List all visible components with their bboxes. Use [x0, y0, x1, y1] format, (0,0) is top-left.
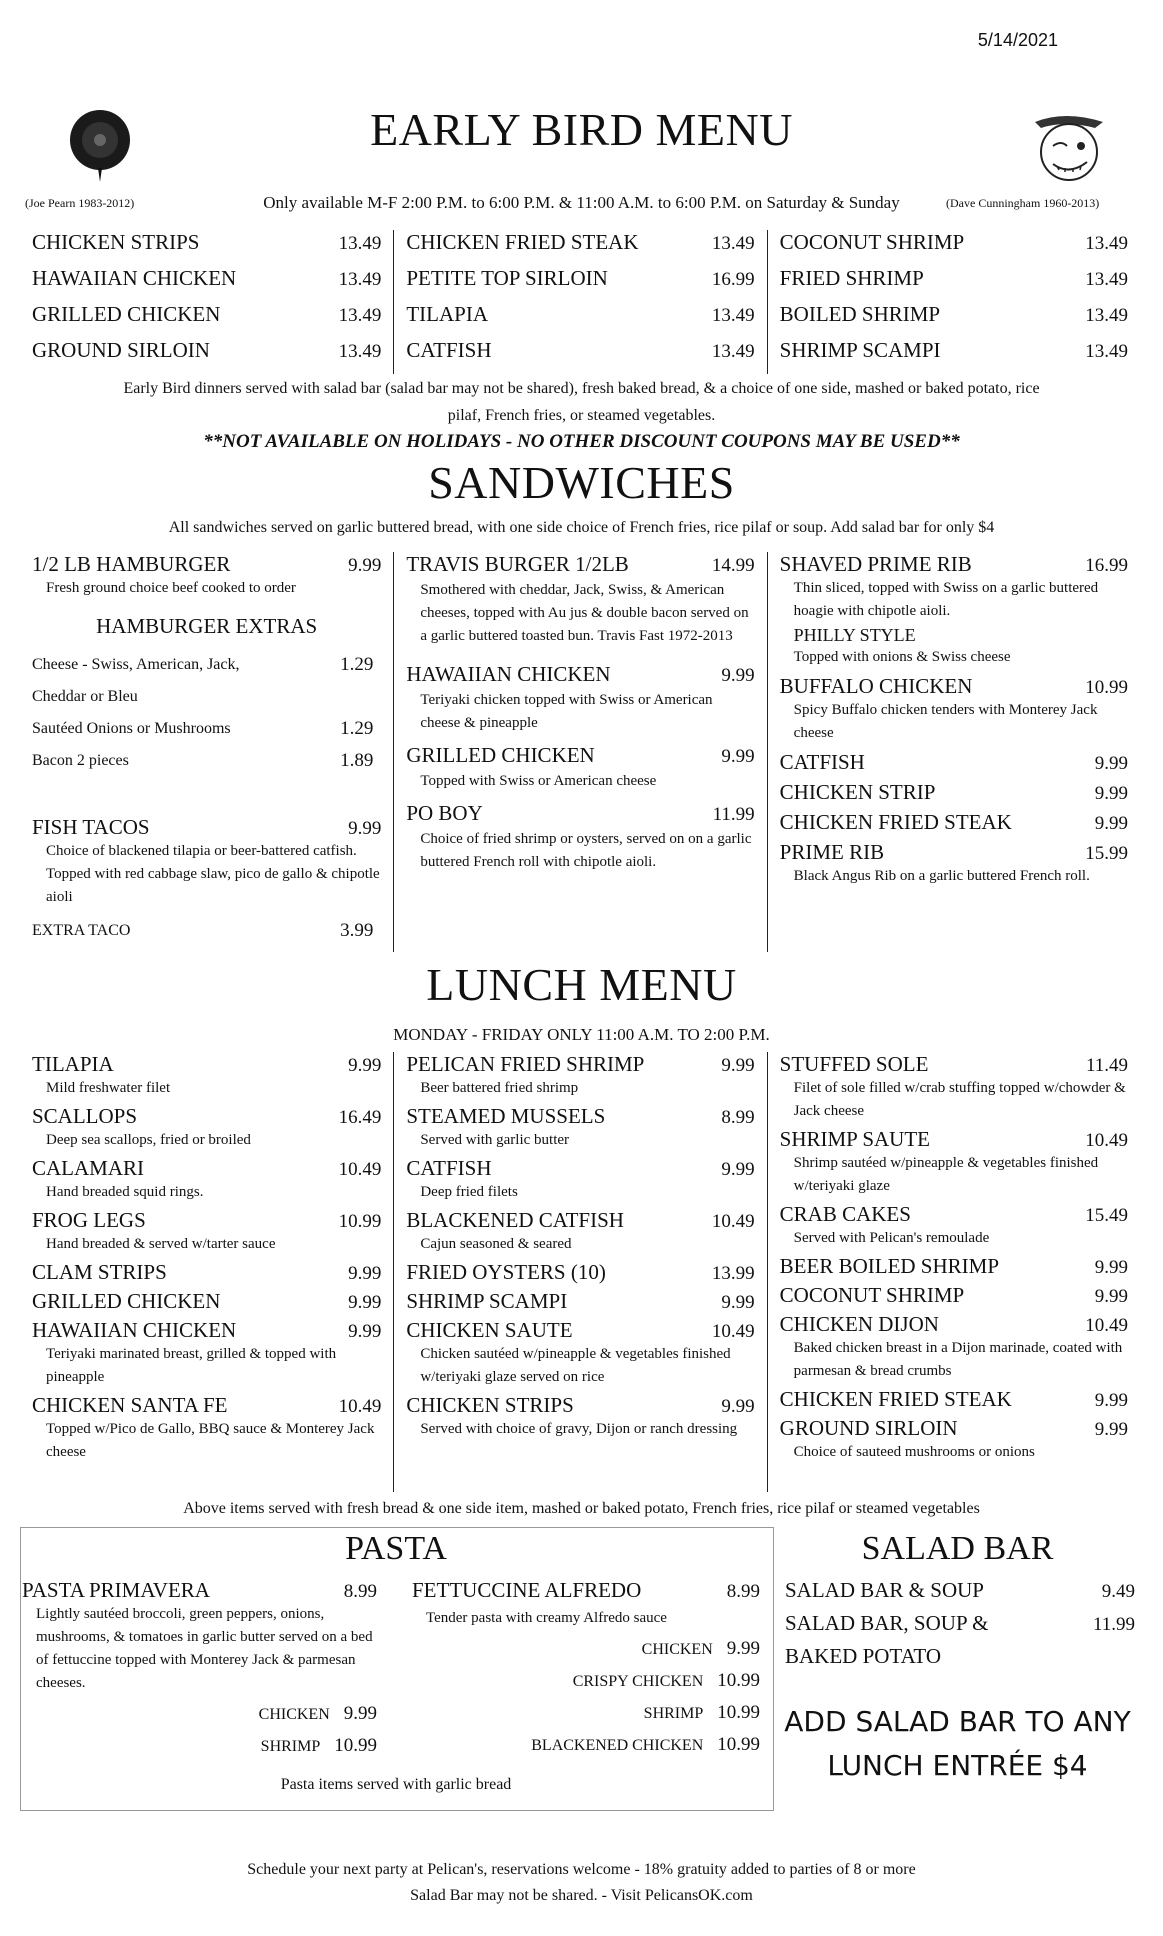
item-description: Spicy Buffalo chicken tenders with Monterey Jack cheese — [793, 702, 1098, 741]
item-name: SHRIMP SCAMPI — [406, 1289, 568, 1313]
menu-item — [406, 662, 754, 687]
item-name: SALAD BAR & SOUP — [785, 1578, 984, 1602]
item-description: Lightly sautéed broccoli, green peppers, onions, mushrooms, & tomatoes in garlic butter served on a bed of fettuccine topped with Monterey Jack & parmesan cheeses. — [36, 1606, 373, 1691]
item-name: CHICKEN SANTA FE — [32, 1393, 228, 1417]
item-price: 9.99 — [721, 746, 755, 767]
pasta-addon — [22, 1703, 377, 1735]
menu-item — [32, 230, 381, 266]
item-name: CHICKEN DIJON — [779, 1312, 939, 1336]
memorial-left-text: (Joe Pearn 1983-2012) — [25, 196, 135, 210]
item-description: Topped with Swiss or American cheese — [420, 773, 657, 789]
sandwiches-note: All sandwiches served on garlic buttered bread, with one side choice of French fries, rice pilaf or soup. Add salad bar for only $4 — [168, 519, 995, 536]
lunch-subtitle: MONDAY - FRIDAY ONLY 11:00 A.M. TO 2:00 P.M. — [393, 1025, 770, 1044]
item-price: 13.49 — [711, 305, 755, 326]
menu-item — [32, 1260, 381, 1285]
menu-item — [406, 1260, 754, 1285]
item-price: 10.99 — [338, 1211, 382, 1232]
pasta-addon — [22, 1735, 377, 1767]
menu-item — [32, 302, 381, 338]
menu-item — [780, 1416, 1128, 1441]
item-price: 15.99 — [1085, 843, 1128, 864]
holiday-warning: **NOT AVAILABLE ON HOLIDAYS - NO OTHER DISCOUNT COUPONS MAY BE USED** — [203, 431, 960, 452]
item-name: TRAVIS BURGER 1/2LB — [406, 552, 629, 576]
item-price: 9.99 — [721, 665, 755, 686]
menu-item — [406, 302, 754, 338]
item-name: HAWAIIAN CHICKEN — [406, 662, 611, 686]
item-price: 9.49 — [1101, 1581, 1135, 1602]
item-description: Filet of sole filled w/crab stuffing topped w/chowder & Jack cheese — [793, 1080, 1126, 1119]
item-price: 13.49 — [711, 233, 755, 254]
item-description: Cajun seasoned & seared — [420, 1236, 572, 1252]
item-price: 9.99 — [1094, 1390, 1128, 1411]
item-price: 13.49 — [711, 341, 755, 362]
item-price: 8.99 — [343, 1581, 377, 1602]
menu-item — [406, 230, 754, 266]
item-description: Mild freshwater filet — [46, 1080, 171, 1096]
item-name: GROUND SIRLOIN — [32, 338, 210, 362]
menu-item — [780, 1127, 1128, 1152]
item-name: FRIED SHRIMP — [779, 266, 924, 290]
availability-text: Only available M-F 2:00 P.M. to 6:00 P.M. & 11:00 A.M. to 6:00 P.M. on Saturday & Sunday — [263, 193, 900, 212]
menu-item — [406, 1052, 754, 1077]
item-description: Beer battered fried shrimp — [420, 1080, 579, 1096]
early-bird-note-line1: Early Bird dinners served with salad bar (salad bar may not be shared), fresh baked bread, & a choice of one side, mashed or baked potato, rice — [123, 380, 1040, 397]
item-description: Chicken sautéed w/pineapple & vegetables finished w/teriyaki glaze served on rice — [420, 1346, 731, 1385]
item-price: 9.99 — [1094, 783, 1128, 804]
item-name: CATFISH — [406, 1156, 492, 1180]
item-price: 13.49 — [1085, 305, 1128, 326]
item-price: 13.49 — [338, 305, 382, 326]
hamburger-extra — [32, 745, 381, 777]
addon-name: CRISPY CHICKEN — [572, 1673, 704, 1690]
salad-bar-promo — [775, 1700, 1140, 1788]
footer-line1: Schedule your next party at Pelican's, reservations welcome - 18% gratuity added to parties of 8 or more — [247, 1861, 916, 1878]
item-name: CHICKEN STRIPS — [406, 1393, 574, 1417]
item-name: BEER BOILED SHRIMP — [779, 1254, 1000, 1278]
item-price: 10.49 — [338, 1159, 382, 1180]
menu-item — [780, 1312, 1128, 1337]
addon-price: 10.99 — [717, 1734, 760, 1755]
pasta-alfredo — [400, 1578, 760, 1766]
salad-bar-promo-line1: ADD SALAD BAR TO ANY — [784, 1705, 1131, 1738]
item-name: HAWAIIAN CHICKEN — [32, 1318, 237, 1342]
item-name: COCONUT SHRIMP — [779, 230, 965, 254]
item-price: 9.99 — [721, 1159, 755, 1180]
menu-date: 5/14/2021 — [977, 30, 1058, 50]
item-name: SCALLOPS — [32, 1104, 138, 1128]
menu-item — [32, 1156, 381, 1181]
item-name: EXTRA TACO — [32, 922, 131, 939]
item-price: 16.99 — [1085, 555, 1128, 576]
menu-item — [780, 552, 1128, 577]
item-name: GROUND SIRLOIN — [779, 1416, 958, 1440]
menu-item — [780, 780, 1128, 805]
item-name: BUFFALO CHICKEN — [779, 674, 973, 698]
item-price: 9.99 — [348, 1055, 382, 1076]
item-description: Hand breaded & served w/tarter sauce — [46, 1236, 276, 1252]
menu-item — [406, 1156, 754, 1181]
item-description: Served with choice of gravy, Dijon or ranch dressing — [420, 1421, 738, 1437]
item-name: PETITE TOP SIRLOIN — [406, 266, 608, 290]
menu-item — [32, 1289, 381, 1314]
item-price: 10.99 — [1085, 677, 1128, 698]
addon-price: 9.99 — [343, 1703, 377, 1724]
menu-item — [32, 552, 381, 577]
extra-name: Cheddar or Bleu — [32, 688, 138, 705]
item-name: FRIED OYSTERS (10) — [406, 1260, 606, 1284]
menu-item — [780, 1052, 1128, 1077]
item-name: BOILED SHRIMP — [779, 302, 941, 326]
menu-item — [785, 1578, 1135, 1611]
item-price: 8.99 — [726, 1581, 760, 1602]
item-price: 9.99 — [1094, 1419, 1128, 1440]
item-description: Tender pasta with creamy Alfredo sauce — [426, 1610, 667, 1626]
item-price: 9.99 — [1094, 1257, 1128, 1278]
pasta-primavera — [22, 1578, 387, 1767]
hamburger-extra — [32, 681, 381, 713]
sandwich-column-1 — [20, 552, 393, 952]
item-description: Baked chicken breast in a Dijon marinade, coated with parmesan & bread crumbs — [793, 1340, 1123, 1379]
pasta-note: Pasta items served with garlic bread — [280, 1776, 512, 1793]
item-price: 13.49 — [338, 341, 382, 362]
menu-item — [780, 1387, 1128, 1412]
item-price: 13.49 — [1085, 269, 1128, 290]
item-name: FETTUCCINE ALFREDO — [412, 1578, 642, 1602]
item-name: CHICKEN SAUTE — [406, 1318, 573, 1342]
lunch-column-3 — [767, 1052, 1140, 1492]
item-name: CATFISH — [406, 338, 492, 362]
early-bird-availability — [0, 193, 1163, 213]
item-description: Smothered with cheddar, Jack, Swiss, & American cheeses, topped with Au jus & double bacon served on a garlic buttered toasted bun. Travis Fast 1972-2013 — [420, 582, 749, 644]
item-name: CHICKEN STRIP — [779, 780, 936, 804]
item-description: Served with garlic butter — [420, 1132, 570, 1148]
footer — [0, 1857, 1163, 1909]
item-price: 13.49 — [338, 269, 382, 290]
item-description: Served with Pelican's remoulade — [793, 1230, 990, 1246]
item-description: Deep sea scallops, fried or broiled — [46, 1132, 251, 1148]
item-price: 13.99 — [711, 1263, 755, 1284]
early-bird-items — [20, 230, 1140, 374]
early-bird-note — [0, 375, 1163, 429]
item-price: 9.99 — [348, 818, 382, 839]
menu-item — [780, 230, 1128, 266]
item-name: CATFISH — [779, 750, 865, 774]
item-name: CHICKEN STRIPS — [32, 230, 200, 254]
item-name: TILAPIA — [406, 302, 488, 326]
item-price: 13.49 — [1085, 233, 1128, 254]
hamburger-extras-title: HAMBURGER EXTRAS — [96, 614, 318, 638]
menu-item — [400, 1578, 760, 1603]
item-price: 16.99 — [711, 269, 755, 290]
hamburger-extra — [32, 649, 381, 681]
menu-item — [32, 1052, 381, 1077]
early-bird-column-3 — [767, 230, 1140, 374]
menu-item — [780, 266, 1128, 302]
item-description: Thin sliced, topped with Swiss on a garlic buttered hoagie with chipotle aioli. — [793, 580, 1099, 619]
item-name: SHRIMP SCAMPI — [779, 338, 941, 362]
menu-item — [780, 1254, 1128, 1279]
menu-item — [406, 801, 754, 826]
item-description: Choice of blackened tilapia or beer-battered catfish. Topped with red cabbage slaw, pico de gallo & chipotle aioli — [46, 843, 380, 905]
addon-price: 10.99 — [717, 1702, 760, 1723]
item-price: 10.49 — [1085, 1130, 1128, 1151]
early-bird-column-1 — [20, 230, 393, 374]
menu-item — [406, 1104, 754, 1129]
item-name: PASTA PRIMAVERA — [22, 1578, 210, 1602]
item-name: CHICKEN FRIED STEAK — [406, 230, 639, 254]
item-name: PO BOY — [406, 801, 483, 825]
item-name: PHILLY STYLE — [793, 625, 916, 645]
item-name: PRIME RIB — [779, 840, 885, 864]
pasta-addon — [400, 1734, 760, 1766]
early-bird-column-2 — [393, 230, 766, 374]
item-name: CHICKEN FRIED STEAK — [779, 1387, 1012, 1411]
menu-item — [785, 1644, 1135, 1677]
item-price: 9.99 — [721, 1055, 755, 1076]
menu-item — [780, 750, 1128, 775]
menu-item — [32, 1393, 381, 1418]
item-price: 9.99 — [348, 555, 382, 576]
lunch-title: LUNCH MENU — [426, 959, 737, 1010]
item-price: 11.99 — [1092, 1614, 1135, 1635]
extra-name: Cheese - Swiss, American, Jack, — [32, 656, 240, 673]
salad-bar-items — [785, 1578, 1135, 1677]
item-price: 13.49 — [1085, 341, 1128, 362]
item-name: BAKED POTATO — [785, 1644, 942, 1668]
addon-price: 10.99 — [334, 1735, 377, 1756]
item-name: 1/2 LB HAMBURGER — [32, 552, 231, 576]
extra-name: Bacon 2 pieces — [32, 752, 129, 769]
sandwich-column-2 — [393, 552, 766, 952]
menu-item — [780, 840, 1128, 865]
footer-line2: Salad Bar may not be shared. - Visit PelicansOK.com — [410, 1887, 753, 1904]
item-price: 10.49 — [711, 1211, 755, 1232]
item-description: Choice of sauteed mushrooms or onions — [793, 1444, 1035, 1460]
item-name: FROG LEGS — [32, 1208, 146, 1232]
item-name: CLAM STRIPS — [32, 1260, 167, 1284]
menu-item — [780, 1283, 1128, 1308]
item-name: SHRIMP SAUTE — [779, 1127, 930, 1151]
item-price: 13.49 — [338, 233, 382, 254]
item-name: COCONUT SHRIMP — [779, 1283, 965, 1307]
item-price: 11.49 — [1085, 1055, 1128, 1076]
addon-price: 10.99 — [717, 1670, 760, 1691]
menu-item — [22, 1578, 387, 1603]
menu-item — [780, 674, 1128, 699]
item-description: Black Angus Rib on a garlic buttered French roll. — [793, 868, 1090, 884]
item-price: 3.99 — [340, 920, 374, 941]
item-price: 9.99 — [348, 1263, 382, 1284]
pasta-addon — [400, 1670, 760, 1702]
sandwich-column-3 — [767, 552, 1140, 952]
item-price: 14.99 — [711, 555, 755, 576]
lunch-note: Above items served with fresh bread & one side item, mashed or baked potato, French fries, rice pilaf or steamed vegetables — [183, 1500, 980, 1517]
item-name: SHAVED PRIME RIB — [779, 552, 972, 576]
item-name: CHICKEN FRIED STEAK — [779, 810, 1012, 834]
item-price: 10.49 — [711, 1321, 755, 1342]
pasta-title: PASTA — [345, 1530, 447, 1567]
item-description: Fresh ground choice beef cooked to order — [46, 580, 296, 596]
menu-item — [32, 266, 381, 302]
item-name: GRILLED CHICKEN — [32, 302, 221, 326]
item-description: Topped w/Pico de Gallo, BBQ sauce & Monterey Jack cheese — [46, 1421, 375, 1460]
item-price: 10.49 — [1085, 1315, 1128, 1336]
pasta-addon — [400, 1702, 760, 1734]
menu-item — [32, 1104, 381, 1129]
addon-name: CHICKEN — [641, 1641, 713, 1658]
early-bird-note-line2: pilaf, French fries, or steamed vegetables. — [447, 407, 716, 424]
alfredo-addons — [400, 1638, 760, 1766]
item-description: Choice of fried shrimp or oysters, served on on a garlic buttered French roll with chipotle aioli. — [420, 831, 752, 870]
addon-name: CHICKEN — [258, 1706, 330, 1723]
item-name: TILAPIA — [32, 1052, 114, 1076]
primavera-addons — [22, 1703, 387, 1767]
item-price: 11.99 — [712, 804, 755, 825]
menu-item — [406, 1289, 754, 1314]
hamburger-extra — [32, 713, 381, 745]
item-description: Teriyaki chicken topped with Swiss or American cheese & pineapple — [420, 692, 713, 731]
menu-item — [406, 552, 754, 577]
item-description: Topped with onions & Swiss cheese — [793, 649, 1011, 665]
item-description: Deep fried filets — [420, 1184, 518, 1200]
item-price: 9.99 — [1094, 753, 1128, 774]
addon-price: 9.99 — [726, 1638, 760, 1659]
sandwiches-title: SANDWICHES — [428, 457, 735, 508]
item-price: 9.99 — [348, 1321, 382, 1342]
item-description: Shrimp sautéed w/pineapple & vegetables finished w/teriyaki glaze — [793, 1155, 1099, 1194]
item-name: HAWAIIAN CHICKEN — [32, 266, 237, 290]
item-price: 8.99 — [721, 1107, 755, 1128]
item-price: 9.99 — [348, 1292, 382, 1313]
pasta-addon — [400, 1638, 760, 1670]
item-name: PELICAN FRIED SHRIMP — [406, 1052, 645, 1076]
menu-item — [780, 810, 1128, 835]
menu-item — [32, 1208, 381, 1233]
extra-price: 1.89 — [340, 750, 374, 771]
addon-name: SHRIMP — [643, 1705, 704, 1722]
menu-item — [32, 815, 381, 840]
salad-bar-promo-line2: LUNCH ENTRÉE $4 — [827, 1749, 1088, 1782]
lunch-grid — [20, 1052, 1140, 1492]
menu-item — [780, 338, 1128, 374]
item-description: Teriyaki marinated breast, grilled & topped with pineapple — [46, 1346, 337, 1385]
item-price: 9.99 — [721, 1292, 755, 1313]
item-name: CRAB CAKES — [779, 1202, 911, 1226]
memorial-right-text: (Dave Cunningham 1960-2013) — [946, 196, 1100, 210]
menu-item — [780, 1202, 1128, 1227]
extra-price: 1.29 — [340, 718, 374, 739]
menu-item — [406, 338, 754, 374]
item-price: 9.99 — [1094, 813, 1128, 834]
item-price: 9.99 — [1094, 1286, 1128, 1307]
item-name: BLACKENED CATFISH — [406, 1208, 624, 1232]
item-description: Hand breaded squid rings. — [46, 1184, 204, 1200]
item-price: 10.49 — [338, 1396, 382, 1417]
menu-item — [406, 1318, 754, 1343]
item-name: FISH TACOS — [32, 815, 150, 839]
item-price: 15.49 — [1085, 1205, 1128, 1226]
menu-item — [785, 1611, 1135, 1644]
item-name: STUFFED SOLE — [779, 1052, 929, 1076]
item-name: GRILLED CHICKEN — [32, 1289, 221, 1313]
menu-item — [406, 1393, 754, 1418]
menu-item — [780, 625, 1128, 646]
menu-item — [406, 743, 754, 768]
early-bird-title: EARLY BIRD MENU — [370, 104, 793, 155]
item-name: CALAMARI — [32, 1156, 145, 1180]
item-name: STEAMED MUSSELS — [406, 1104, 606, 1128]
hamburger-extras-list — [32, 649, 381, 777]
salad-bar-title: SALAD BAR — [861, 1530, 1054, 1567]
menu-item — [406, 1208, 754, 1233]
menu-item — [406, 266, 754, 302]
menu-item — [32, 338, 381, 374]
item-price: 9.99 — [721, 1396, 755, 1417]
menu-item — [32, 915, 381, 947]
sandwiches-grid — [20, 552, 1140, 952]
menu-item — [780, 302, 1128, 338]
lunch-column-2 — [393, 1052, 766, 1492]
item-name: SALAD BAR, SOUP & — [785, 1611, 989, 1635]
extra-price: 1.29 — [340, 654, 374, 675]
menu-item — [32, 1318, 381, 1343]
addon-name: BLACKENED CHICKEN — [531, 1737, 704, 1754]
item-price: 16.49 — [338, 1107, 382, 1128]
addon-name: SHRIMP — [260, 1738, 321, 1755]
extra-name: Sautéed Onions or Mushrooms — [32, 720, 231, 737]
item-name: GRILLED CHICKEN — [406, 743, 595, 767]
lunch-column-1 — [20, 1052, 393, 1492]
